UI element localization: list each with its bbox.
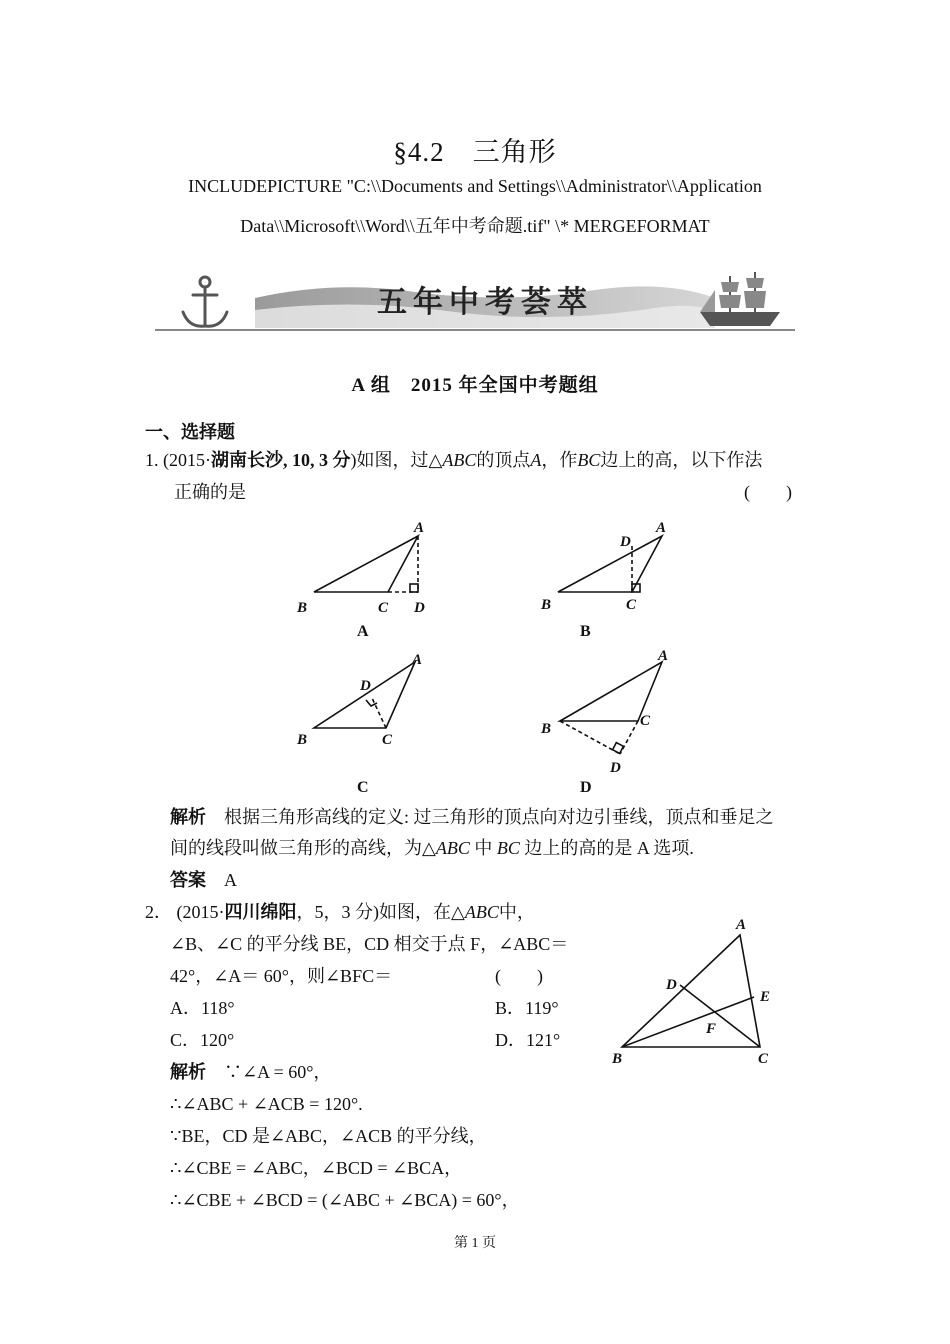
banner-graphic [155, 268, 795, 336]
q2-analysis-line-1: 解析 ∵∠A = 60°， [170, 1062, 332, 1082]
q1-analysis-line-2: 间的线段叫做三角形的高线，为△ABC 中 BC 边上的高的是 A 选项. [170, 838, 694, 858]
q1-stem-line-1: 1. (2015·湖南长沙, 10, 3 分)如图，过△ABC的顶点A，作BC边上的高，以下作法 [145, 450, 763, 470]
q2-label-e: E [760, 989, 771, 1005]
figure-c-label-c: C [382, 732, 393, 748]
q1-answer: 答案 A [170, 870, 237, 890]
figure-a-label-d: D [414, 600, 425, 616]
ship-icon [700, 272, 780, 326]
page-title: §4.2 三角形 [393, 137, 557, 167]
figure-a-label-c: C [378, 600, 389, 616]
figure-d [560, 662, 662, 754]
q2-analysis-line-2: ∴∠ABC + ∠ACB = 120°. [170, 1094, 363, 1114]
q1-analysis-line-1: 解析 根据三角形高线的定义: 过三角形的顶点向对边引垂线，顶点和垂足之 [170, 807, 774, 827]
q2-analysis-line-4: ∴∠CBE = ∠ABC，∠BCD = ∠BCA， [170, 1158, 463, 1178]
q1-stem-line-2: 正确的是 [174, 482, 246, 502]
q2-option-a: A．118° [170, 998, 235, 1018]
figure-d-label-c: C [640, 713, 651, 729]
section-heading: 一、选择题 [145, 422, 235, 442]
q2-label-a: A [736, 917, 747, 933]
figure-a [314, 536, 418, 592]
figure-a-label-a: A [414, 520, 425, 536]
q2-analysis-line-3: ∵BE，CD 是∠ABC，∠ACB 的平分线， [170, 1126, 487, 1146]
figure-b-label-c: C [626, 597, 637, 613]
q2-stem-line-2: ∠B、∠C 的平分线 BE，CD 相交于点 F，∠ABC＝ [170, 934, 569, 954]
q2-stem-line-3: 42°，∠A＝ 60°，则∠BFC＝ [170, 966, 393, 986]
figure-b-label-b: B [541, 597, 552, 613]
group-title: A 组 2015 年全国中考题组 [351, 375, 599, 396]
figure-c-label-d: D [360, 678, 371, 694]
section-banner [155, 268, 795, 336]
q2-label-d: D [666, 977, 677, 993]
figure-b-label-d: D [620, 534, 631, 550]
banner-text: 五年中考荟萃 [377, 285, 593, 320]
q2-label-b: B [612, 1051, 623, 1067]
q1-figures [280, 510, 700, 800]
figure-d-caption: D [580, 779, 592, 796]
q2-label-c: C [758, 1051, 769, 1067]
q2-answer-paren: ( ) [495, 966, 543, 986]
q2-stem-line-1: 2． (2015·四川绵阳，5，3 分)如图，在△ABC中， [145, 902, 535, 922]
q2-label-f: F [706, 1021, 717, 1037]
figure-c [314, 662, 415, 728]
figure-c-label-b: B [297, 732, 308, 748]
q1-answer-paren: ( ) [744, 482, 792, 502]
figure-d-label-d: D [610, 760, 621, 776]
q2-option-d: D．121° [495, 1030, 561, 1050]
field-code-line-2: Data\\Microsoft\\Word\\五年中考命题.tif" \* MERGEFORMAT [240, 216, 710, 236]
figure-c-caption: C [357, 779, 369, 796]
q2-option-c: C．120° [170, 1030, 235, 1050]
figure-a-label-b: B [297, 600, 308, 616]
figure-d-label-a: A [658, 648, 669, 664]
figure-b [558, 536, 662, 592]
figure-c-label-a: A [412, 652, 423, 668]
field-code-line-1: INCLUDEPICTURE "C:\\Documents and Settings\\Administrator\\Application [188, 176, 762, 196]
q2-figure [600, 905, 800, 1075]
page-footer: 第 1 页 [454, 1236, 496, 1251]
figure-b-label-a: A [656, 520, 667, 536]
q2-option-b: B．119° [495, 998, 559, 1018]
figure-a-caption: A [357, 623, 369, 640]
q2-analysis-line-5: ∴∠CBE + ∠BCD = (∠ABC + ∠BCA) = 60°， [170, 1190, 520, 1210]
figure-d-label-b: B [541, 721, 552, 737]
figure-b-caption: B [580, 623, 591, 640]
anchor-icon [183, 277, 227, 326]
